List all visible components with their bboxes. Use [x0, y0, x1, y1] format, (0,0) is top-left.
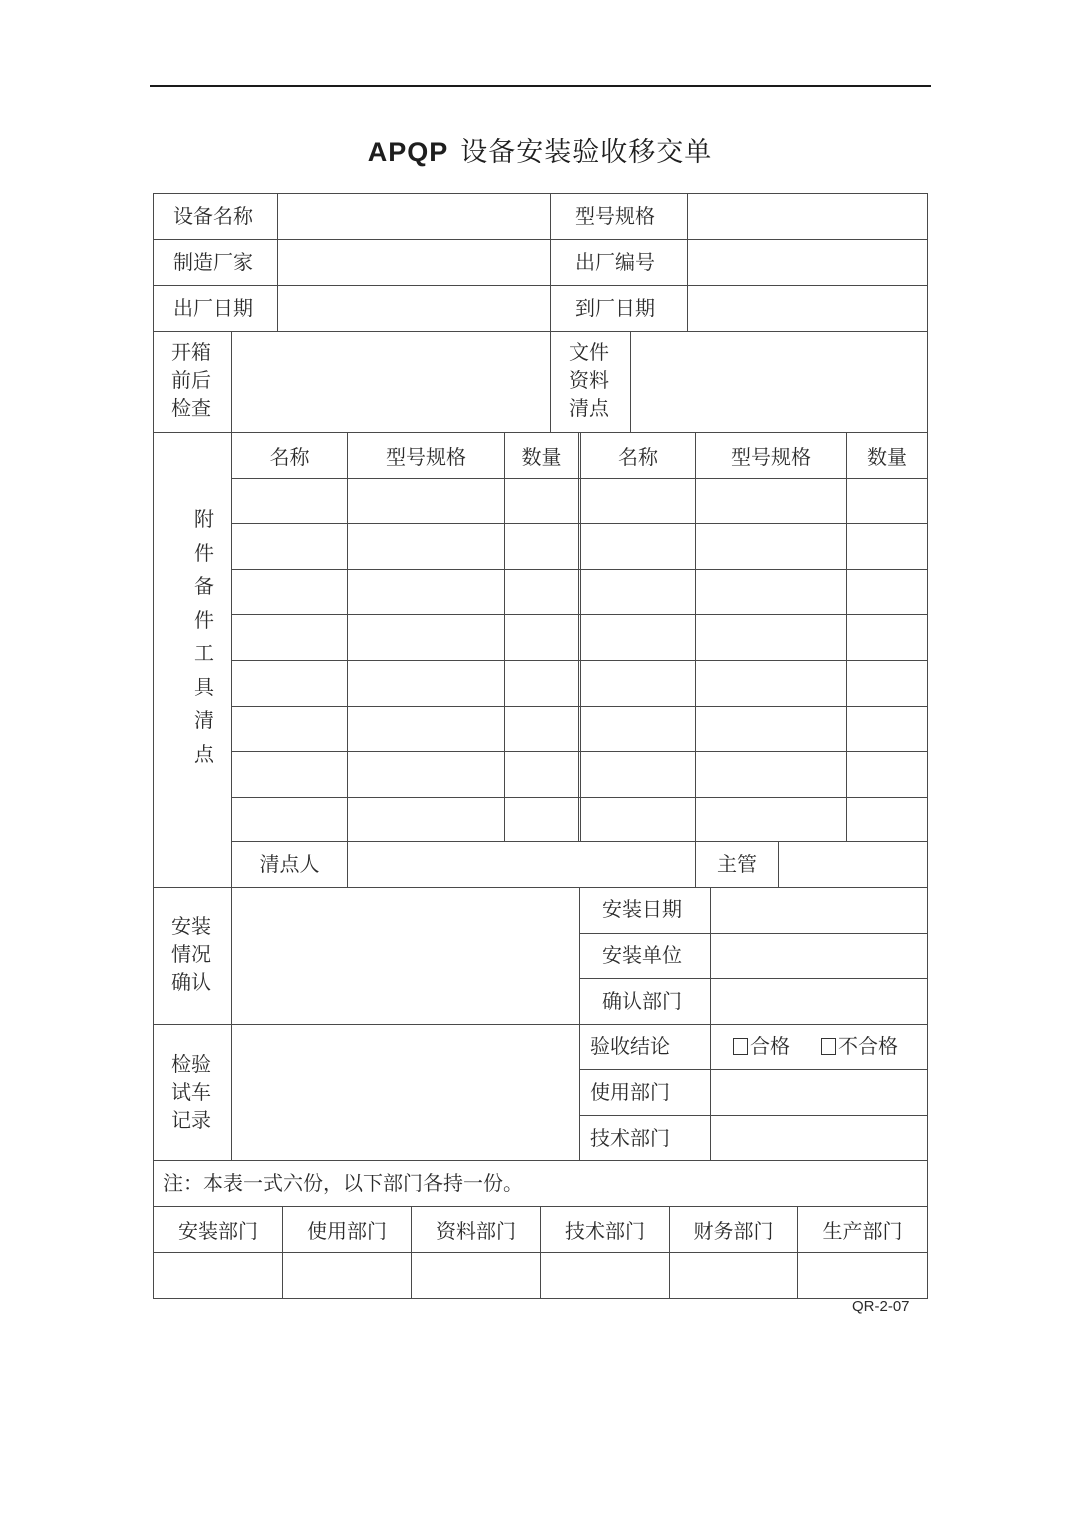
- label-line: 记录: [171, 1108, 211, 1132]
- label-line: 情况: [171, 942, 211, 966]
- sign-usage[interactable]: [283, 1253, 411, 1298]
- label-line: 检查: [171, 396, 211, 420]
- label-line: 清点: [569, 396, 609, 420]
- table-row[interactable]: [232, 524, 926, 569]
- distribution-note: 注：本表一式六份，以下部门各持一份。: [163, 1171, 523, 1195]
- unpacking-check-field[interactable]: [232, 332, 550, 432]
- label-line: 前后: [171, 368, 211, 392]
- inspection-record-label: [171, 1050, 211, 1134]
- top-rule: [150, 85, 931, 87]
- dept-technical: 技术部门: [565, 1219, 645, 1243]
- unpacking-check-label: [171, 338, 211, 422]
- header-name-2: 名称: [618, 445, 658, 469]
- arrival-date-label: 到厂日期: [575, 296, 655, 320]
- install-date-label: 安装日期: [602, 897, 682, 921]
- document-count-label: [569, 338, 609, 422]
- table-row[interactable]: [232, 798, 926, 841]
- dept-usage: 使用部门: [307, 1219, 387, 1243]
- table-row[interactable]: [232, 615, 926, 660]
- table-row[interactable]: [232, 752, 926, 797]
- label-line: 确认: [171, 970, 211, 994]
- sign-production[interactable]: [798, 1253, 927, 1298]
- row-divider: [153, 1160, 928, 1161]
- conclusion-label: 验收结论: [590, 1034, 670, 1058]
- label-char: 工: [194, 641, 214, 665]
- install-unit-label: 安装单位: [602, 943, 682, 967]
- label-char: 件: [194, 607, 214, 632]
- tech-dept-field[interactable]: [711, 1116, 927, 1160]
- fail-label: 不合格: [838, 1034, 898, 1058]
- label-line: 检验: [171, 1052, 211, 1076]
- fail-option[interactable]: [821, 1034, 898, 1058]
- ship-date-label: 出厂日期: [173, 296, 253, 320]
- header-name-1: 名称: [269, 445, 310, 469]
- dept-documents: 资料部门: [436, 1219, 516, 1243]
- fail-checkbox[interactable]: [821, 1038, 836, 1055]
- label-char: 具: [194, 674, 214, 699]
- label-char: 件: [194, 540, 214, 565]
- border-right: [927, 193, 928, 1299]
- install-date-field[interactable]: [711, 888, 927, 933]
- sign-install[interactable]: [154, 1253, 282, 1298]
- serial-number-field[interactable]: [688, 240, 927, 285]
- manufacturer-field[interactable]: [278, 240, 550, 285]
- usage-dept-label: 使用部门: [590, 1080, 670, 1104]
- col-divider: [550, 193, 551, 433]
- label-line: 资料: [569, 368, 609, 392]
- usage-dept-field[interactable]: [711, 1070, 927, 1115]
- label-char: 备: [194, 574, 214, 598]
- dept-finance: 财务部门: [693, 1219, 774, 1243]
- label-line: 安装: [171, 914, 211, 938]
- counter-label: 清点人: [259, 851, 320, 876]
- pass-option[interactable]: [733, 1034, 790, 1058]
- supervisor-field[interactable]: [779, 842, 927, 887]
- document-title: [0, 130, 1080, 169]
- tech-dept-label: 技术部门: [590, 1126, 670, 1150]
- ship-date-field[interactable]: [278, 286, 550, 331]
- sign-technical[interactable]: [541, 1253, 669, 1298]
- install-unit-field[interactable]: [711, 934, 927, 978]
- confirm-dept-field[interactable]: [711, 979, 927, 1024]
- sign-finance[interactable]: [670, 1253, 797, 1298]
- pass-label: 合格: [750, 1034, 790, 1058]
- label-char: 清: [194, 708, 214, 732]
- installation-confirm-label: [171, 912, 211, 996]
- model-spec-field[interactable]: [688, 194, 927, 239]
- title-text: 设备安装验收移交单: [460, 137, 713, 168]
- confirm-dept-label: 确认部门: [602, 989, 682, 1013]
- installation-confirm-field[interactable]: [232, 888, 579, 1024]
- counter-field[interactable]: [348, 842, 695, 887]
- sign-documents[interactable]: [412, 1253, 540, 1298]
- table-row[interactable]: [232, 479, 926, 523]
- arrival-date-field[interactable]: [688, 286, 927, 331]
- table-row[interactable]: [232, 707, 926, 751]
- dept-production: 生产部门: [822, 1219, 903, 1243]
- serial-number-label: 出厂编号: [575, 250, 655, 274]
- label-char: 点: [194, 741, 214, 766]
- equipment-name-label: 设备名称: [173, 204, 253, 228]
- header-model-2: 型号规格: [731, 445, 811, 469]
- label-line: 文件: [569, 340, 609, 364]
- inspection-record-field[interactable]: [232, 1025, 579, 1160]
- title-apqp: APQP: [367, 137, 449, 167]
- equipment-name-field[interactable]: [278, 194, 550, 239]
- header-qty-1: 数量: [521, 445, 562, 469]
- label-line: 试车: [171, 1080, 211, 1104]
- header-qty-2: 数量: [867, 445, 907, 469]
- label-char: 附: [194, 507, 214, 531]
- supervisor-label: 主管: [717, 851, 757, 876]
- accessories-label: [192, 503, 216, 771]
- model-spec-label: 型号规格: [575, 204, 655, 228]
- table-row[interactable]: [232, 661, 926, 706]
- border-left: [153, 193, 154, 1299]
- table-row[interactable]: [232, 570, 926, 614]
- form-code: QR-2-07: [852, 1298, 910, 1315]
- pass-checkbox[interactable]: [733, 1038, 748, 1055]
- label-line: 开箱: [171, 340, 211, 364]
- document-count-field[interactable]: [631, 332, 927, 432]
- header-model-1: 型号规格: [386, 445, 466, 469]
- dept-install: 安装部门: [178, 1219, 258, 1243]
- manufacturer-label: 制造厂家: [173, 250, 253, 274]
- border-bottom: [153, 1298, 928, 1299]
